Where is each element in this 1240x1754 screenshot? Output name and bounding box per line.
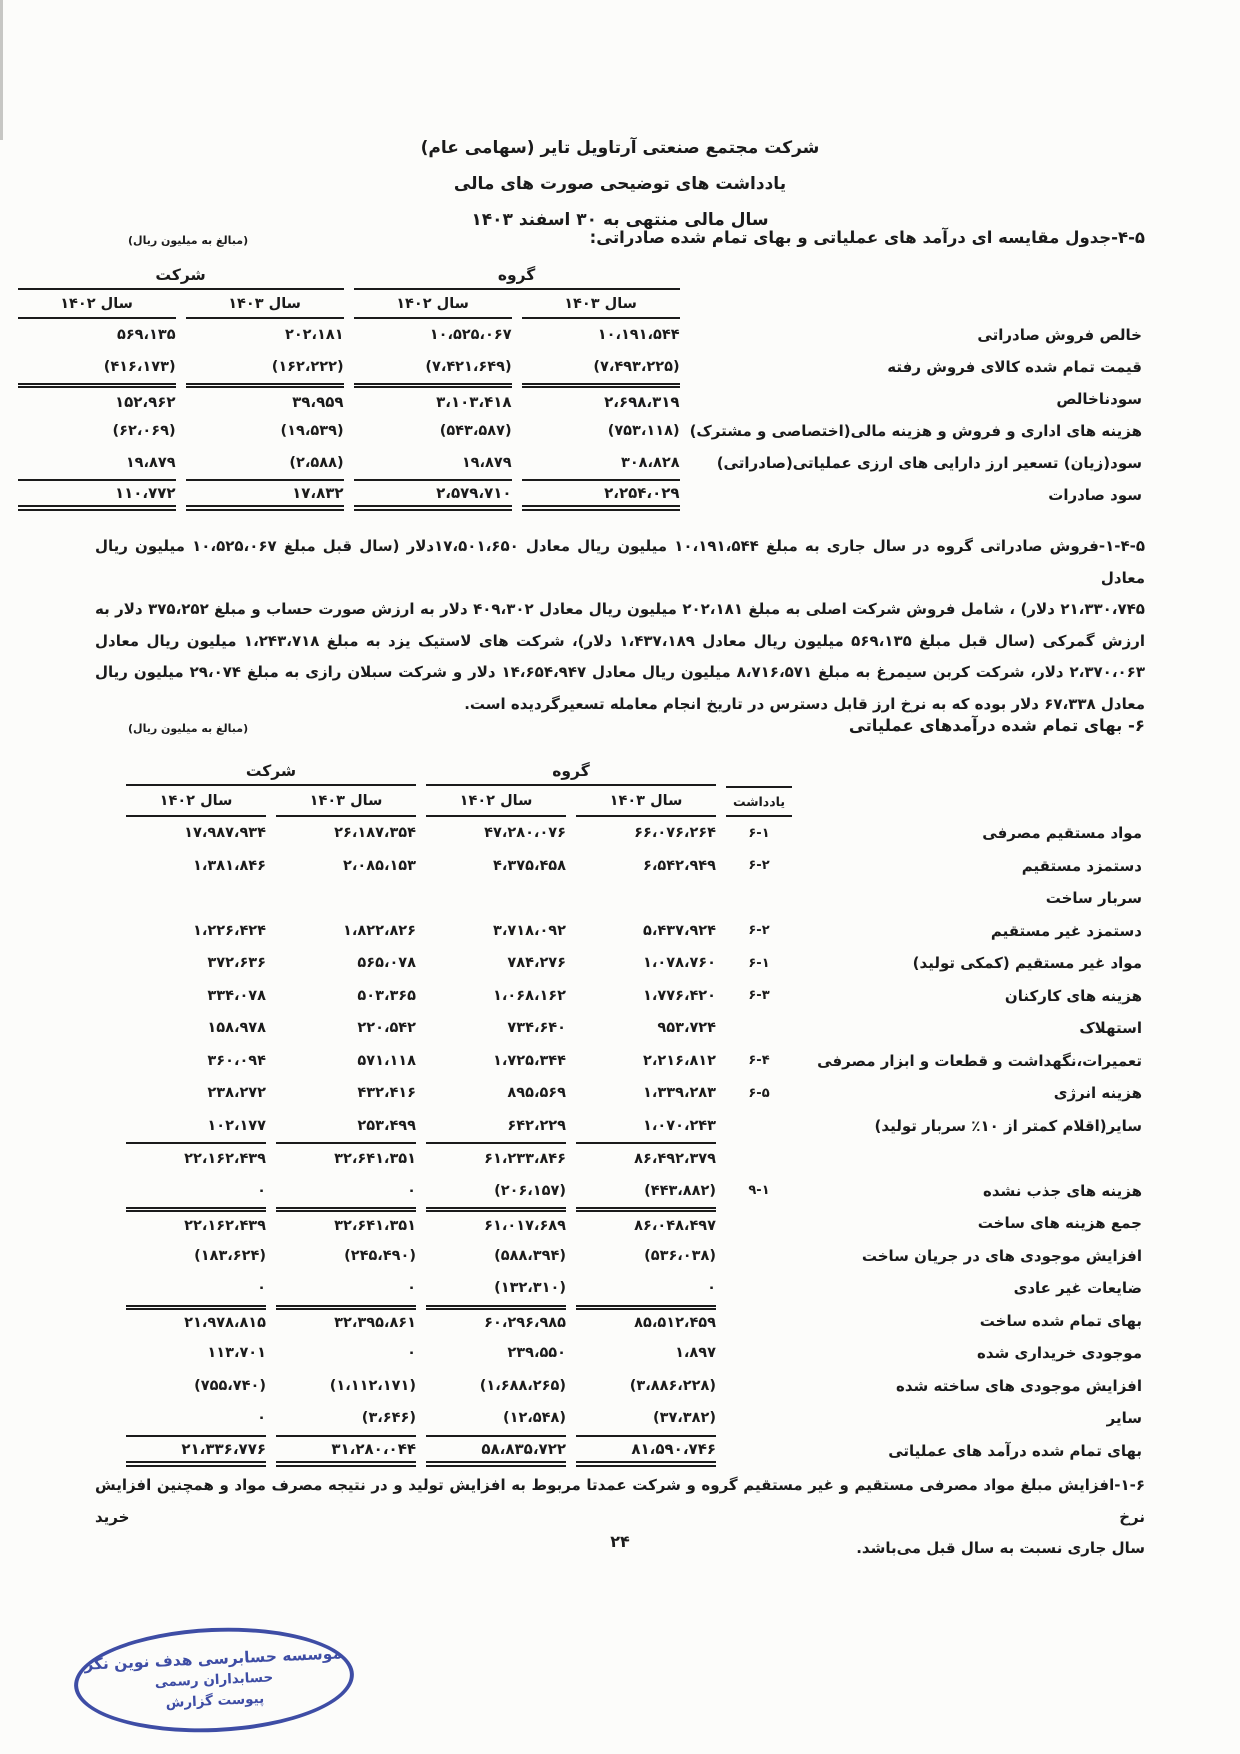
- value-cell: ۵۶۹،۱۳۵: [116, 327, 176, 343]
- value-cell: ۵۸،۸۳۵،۷۲۲: [426, 1435, 566, 1468]
- row-label: افزایش موجودی های ساخته شده: [896, 1376, 1142, 1395]
- row-label: بهای تمام شده درآمد های عملیاتی: [888, 1441, 1142, 1460]
- year-header-company-1403: سال ۱۴۰۳: [186, 290, 344, 319]
- value-cell: (۵۳۶،۰۳۸): [644, 1247, 716, 1264]
- value-cell: ۶۴۲،۲۲۹: [507, 1117, 566, 1134]
- fiscal-period: سال مالی منتهی به ۳۰ اسفند ۱۴۰۳: [471, 210, 769, 230]
- table-row: [18, 319, 1142, 351]
- value-cell: ۳۲،۶۴۱،۳۵۱: [276, 1207, 416, 1240]
- report-subtitle: یادداشت های توضیحی صورت های مالی: [453, 174, 787, 194]
- row-label: موجودی خریداری شده: [976, 1344, 1142, 1363]
- unit-note-6: (مبالغ به میلیون ریال): [128, 722, 249, 735]
- table-row: [126, 1337, 1142, 1370]
- row-label: سود(زیان) تسعیر ارز دارایی های ارزی عملیاتی(صادراتی): [716, 454, 1142, 472]
- value-cell: (۴۴۳،۸۸۲): [644, 1182, 716, 1199]
- row-label: هزینه های جذب نشده: [983, 1181, 1142, 1200]
- value-cell: ۱،۸۹۷: [675, 1345, 716, 1362]
- row-label: مواد مستقیم مصرفی: [982, 824, 1142, 843]
- note-ref: [726, 1012, 792, 1045]
- value-cell: (۳۷،۳۸۲): [652, 1410, 716, 1427]
- note-ref: [726, 1435, 792, 1468]
- spacer-cell: [726, 758, 792, 786]
- row-label: دستمزد غیر مستقیم: [990, 921, 1142, 940]
- value-cell: ۲۲۰،۵۴۲: [357, 1020, 416, 1037]
- spacer-cell: [690, 262, 1142, 319]
- value-cell: (۳،۶۴۶): [361, 1410, 416, 1427]
- table-row: [126, 850, 1142, 883]
- value-cell: ۸۶،۰۴۸،۴۹۷: [576, 1207, 716, 1240]
- year-header-group-1403: سال ۱۴۰۳: [522, 290, 680, 319]
- note-ref: [726, 1337, 792, 1370]
- value-cell: ۱،۷۲۵،۳۴۴: [493, 1052, 566, 1069]
- value-cell: ۱۰،۱۹۱،۵۴۴: [597, 327, 680, 343]
- value-cell: ۲۲،۱۶۲،۴۳۹: [126, 1207, 266, 1240]
- table-row: [126, 1402, 1142, 1435]
- stamp-note: پیوست گزارش: [165, 1690, 265, 1712]
- value-cell: [576, 882, 716, 915]
- value-cell: (۱،۶۸۸،۲۶۵): [479, 1377, 566, 1394]
- note-ref: [726, 882, 792, 915]
- value-cell: ۰: [707, 1280, 716, 1297]
- value-cell: (۵۴۳،۵۸۷): [439, 423, 512, 439]
- value-cell: (۱۲،۵۴۸): [502, 1410, 566, 1427]
- table-row: [126, 947, 1142, 980]
- row-label: سودناخالص: [1056, 390, 1142, 408]
- value-cell: (۷۵۵،۷۴۰): [194, 1377, 266, 1394]
- note-ref: [726, 1370, 792, 1403]
- export-comparison-table-wrapper: [8, 262, 1152, 511]
- value-cell: ۸۵،۵۱۲،۴۵۹: [576, 1305, 716, 1338]
- note-451-line: ارزش گمرکی (سال قبل مبلغ ۵۶۹،۱۳۵ میلیون ریال معادل ۱،۴۳۷،۱۸۹ دلار)، شرکت های لاستیک یزد به مبلغ ۱،۲۴۳،۷۱۸ میلیون ریال معادل: [95, 631, 1145, 650]
- table-row: [18, 447, 1142, 479]
- group-column-header: گروه: [426, 758, 716, 786]
- value-cell: ۰: [407, 1182, 416, 1199]
- table-group-header-row: [18, 262, 1142, 290]
- note-61-line: ۱-۶-افزایش مبلغ مواد مصرفی مستقیم و غیر مستقیم گروه و شرکت عمدتا مربوط به افزایش تولید و در نتیجه مصرف مواد و همچنین افزایش نرخ خرید: [95, 1476, 1145, 1526]
- value-cell: ۳،۱۰۳،۴۱۸: [354, 383, 512, 415]
- value-cell: ۲۵۳،۴۹۹: [357, 1117, 416, 1134]
- row-label: هزینه های اداری و فروش و هزینه مالی(اختصاصی و مشترک): [689, 422, 1142, 440]
- stamp-subtitle: حسابداران رسمی: [154, 1669, 274, 1691]
- value-cell: ۱،۰۷۰،۲۴۳: [643, 1117, 716, 1134]
- value-cell: ۰: [257, 1410, 266, 1427]
- spacer-cell: [802, 758, 1142, 817]
- note-ref: [726, 1305, 792, 1338]
- note-ref: ۶-۵: [748, 1085, 770, 1101]
- value-cell: (۱۸۳،۶۲۴): [194, 1247, 266, 1264]
- value-cell: [426, 882, 566, 915]
- value-cell: (۲،۵۸۸): [289, 455, 344, 471]
- value-cell: (۱۹،۵۳۹): [280, 423, 344, 439]
- note-451-paragraph: [95, 531, 1145, 720]
- note-61-line: سال جاری نسبت به سال قبل می‌باشد.: [856, 1539, 1145, 1557]
- page-number: ۲۴: [610, 1532, 630, 1551]
- row-label: تعمیرات،نگهداشت و قطعات و ابزار مصرفی: [817, 1051, 1142, 1070]
- value-cell: ۱۰۲،۱۷۷: [207, 1117, 266, 1134]
- table-row: [126, 1012, 1142, 1045]
- value-cell: ۲۰۲،۱۸۱: [284, 327, 344, 343]
- value-cell: ۳۲،۳۹۵،۸۶۱: [276, 1305, 416, 1338]
- value-cell: ۳۷۲،۶۳۶: [207, 955, 266, 972]
- year-header-group-1402: سال ۱۴۰۲: [354, 290, 512, 319]
- table-row: [126, 817, 1142, 850]
- value-cell: ۳۳۴،۰۷۸: [207, 987, 266, 1004]
- value-cell: ۱،۳۸۱،۸۴۶: [193, 857, 266, 874]
- row-label: مواد غیر مستقیم (کمکی تولید): [912, 954, 1142, 973]
- section-6-title: ۶- بهای تمام شده درآمدهای عملیاتی: [848, 716, 1145, 735]
- row-label: [802, 1142, 1142, 1175]
- value-cell: (۵۸۸،۳۹۴): [494, 1247, 566, 1264]
- note-ref: ۶-۲: [748, 858, 770, 874]
- value-cell: ۳۲،۶۴۱،۳۵۱: [276, 1142, 416, 1175]
- value-cell: ۱۰،۵۲۵،۰۶۷: [429, 327, 512, 343]
- table-row-cost-of-production: [126, 1305, 1142, 1338]
- value-cell: (۳،۸۸۶،۲۲۸): [629, 1377, 716, 1394]
- cost-of-revenue-table-wrapper: [116, 758, 1152, 1467]
- note-ref: [726, 1110, 792, 1143]
- value-cell: ۱،۳۳۹،۲۸۳: [643, 1085, 716, 1102]
- note-ref: [726, 1207, 792, 1240]
- table-row: [126, 1240, 1142, 1273]
- value-cell: ۲،۲۵۴،۰۲۹: [522, 479, 680, 511]
- value-cell: ۴۳۲،۴۱۶: [357, 1085, 416, 1102]
- value-cell: ۲،۶۹۸،۳۱۹: [522, 383, 680, 415]
- value-cell: ۳۱،۲۸۰،۰۴۴: [276, 1435, 416, 1468]
- value-cell: (۷،۴۹۳،۲۲۵): [593, 359, 680, 375]
- value-cell: ۹۵۳،۷۲۴: [657, 1020, 716, 1037]
- scan-edge-artifact: [0, 0, 3, 140]
- value-cell: (۶۲،۰۶۹): [112, 423, 176, 439]
- note-ref: ۶-۳: [748, 988, 770, 1004]
- value-cell: ۵،۴۳۷،۹۲۴: [643, 922, 716, 939]
- group-column-header: گروه: [354, 262, 680, 290]
- note-column-header: یادداشت: [726, 786, 792, 817]
- value-cell: (۷،۴۲۱،۶۴۹): [425, 359, 512, 375]
- table-row: [126, 1045, 1142, 1078]
- company-name: شرکت مجتمع صنعتی آرتاویل تایر (سهامی عام): [420, 138, 820, 158]
- value-cell: ۲۳۸،۲۷۲: [207, 1085, 266, 1102]
- value-cell: ۶۱،۰۱۷،۶۸۹: [426, 1207, 566, 1240]
- section-45-title: ۴-۵-جدول مقایسه ای درآمد های عملیاتی و بهای تمام شده صادراتی:: [589, 228, 1145, 247]
- value-cell: ۴،۳۷۵،۴۵۸: [493, 857, 566, 874]
- value-cell: ۷۸۴،۲۷۶: [507, 955, 566, 972]
- value-cell: ۶،۵۴۲،۹۴۹: [643, 857, 716, 874]
- value-cell: (۴۱۶،۱۷۳): [103, 359, 176, 375]
- value-cell: ۲۱،۳۳۶،۷۷۶: [126, 1435, 266, 1468]
- value-cell: ۵۰۳،۳۶۵: [357, 987, 416, 1004]
- document-header: [0, 130, 1240, 238]
- value-cell: ۳۹،۹۵۹: [186, 383, 344, 415]
- row-label: قیمت تمام شده کالای فروش رفته: [887, 358, 1142, 376]
- value-cell: ۱۵۸،۹۷۸: [207, 1020, 266, 1037]
- value-cell: ۱،۲۲۶،۴۲۴: [193, 922, 266, 939]
- section-6-title-row: [128, 716, 1145, 735]
- value-cell: [126, 882, 266, 915]
- row-label: ضایعات غیر عادی: [1013, 1279, 1142, 1298]
- table-row: [18, 351, 1142, 383]
- row-label: افزایش موجودی های در جریان ساخت: [861, 1246, 1142, 1265]
- row-label: سربار ساخت: [1045, 889, 1142, 908]
- export-comparison-table: [8, 262, 1152, 511]
- value-cell: (۱،۱۱۲،۱۷۱): [329, 1377, 416, 1394]
- value-cell: ۸۱،۵۹۰،۷۴۶: [576, 1435, 716, 1468]
- note-ref: [726, 1272, 792, 1305]
- row-label: جمع هزینه های ساخت: [977, 1214, 1142, 1233]
- value-cell: ۱۱۰،۷۷۲: [18, 479, 176, 511]
- note-451-line: ۲،۳۷۰،۰۶۳ دلار، شرکت کربن سیمرغ به مبلغ ۸،۷۱۶،۵۷۱ میلیون ریال معادل ۱۴،۶۵۴،۹۴۷ دلار و شرکت سبلان رازی به مبلغ ۲۹،۰۷۴ میلیون ریال: [95, 663, 1145, 681]
- note-ref: ۹-۱: [748, 1183, 770, 1199]
- note-451-line: ۲۱،۳۳۰،۷۴۵ دلار) ، شامل فروش شرکت اصلی به مبلغ ۲۰۲،۱۸۱ میلیون ریال معادل ۴۰۹،۳۰۲ دلار به ارزش صورت حساب و مبلغ ۳۷۵،۲۵۲ دلار به: [95, 600, 1145, 618]
- value-cell: ۲۱،۹۷۸،۸۱۵: [126, 1305, 266, 1338]
- table-row: [126, 1175, 1142, 1208]
- table-row: [126, 1077, 1142, 1110]
- auditor-stamp: [72, 1622, 356, 1738]
- value-cell: ۰: [407, 1280, 416, 1297]
- note-ref: ۶-۲: [748, 923, 770, 939]
- value-cell: ۶۱،۲۳۳،۸۴۶: [426, 1142, 566, 1175]
- value-cell: ۷۳۴،۶۴۰: [507, 1020, 566, 1037]
- year-header-group-1402: سال ۱۴۰۲: [426, 786, 566, 817]
- stamp-firm-name: موسسه حسابرسی هدف نوین نگر: [83, 1644, 343, 1674]
- value-cell: ۴۷،۲۸۰،۰۷۶: [484, 825, 566, 842]
- value-cell: ۱،۸۲۲،۸۲۶: [343, 922, 416, 939]
- value-cell: ۲۳۹،۵۵۰: [507, 1345, 566, 1362]
- cost-of-revenue-table: [116, 758, 1152, 1467]
- value-cell: ۳،۷۱۸،۰۹۲: [493, 922, 566, 939]
- value-cell: ۲۲،۱۶۲،۴۳۹: [126, 1142, 266, 1175]
- value-cell: ۱۱۳،۷۰۱: [207, 1345, 266, 1362]
- section-45-title-row: [128, 228, 1145, 247]
- note-ref: ۶-۱: [748, 825, 770, 841]
- value-cell: ۱۹،۸۷۹: [461, 455, 512, 471]
- row-label: هزینه های کارکنان: [1004, 986, 1142, 1005]
- row-label: استهلاک: [1079, 1019, 1142, 1038]
- value-cell: ۱۷،۹۸۷،۹۳۴: [184, 825, 266, 842]
- value-cell: ۰: [257, 1182, 266, 1199]
- table-group-header-row: [126, 758, 1142, 786]
- value-cell: (۱۳۲،۳۱۰): [494, 1280, 566, 1297]
- value-cell: ۲،۰۸۵،۱۵۳: [343, 857, 416, 874]
- value-cell: (۷۵۳،۱۱۸): [607, 423, 680, 439]
- value-cell: [276, 882, 416, 915]
- value-cell: (۲۰۶،۱۵۷): [494, 1182, 566, 1199]
- company-column-header: شرکت: [126, 758, 416, 786]
- table-row-subheader: [126, 882, 1142, 915]
- table-row-total-manufacturing: [126, 1207, 1142, 1240]
- value-cell: ۱۹،۸۷۹: [125, 455, 176, 471]
- row-label: بهای تمام شده ساخت: [979, 1311, 1142, 1330]
- row-label: سایر(اقلام کمتر از ۱۰٪ سربار تولید): [874, 1116, 1142, 1135]
- value-cell: ۱،۰۷۸،۷۶۰: [643, 955, 716, 972]
- note-ref: [726, 1142, 792, 1175]
- value-cell: ۱۵۲،۹۶۲: [18, 383, 176, 415]
- value-cell: ۶۶،۰۷۶،۲۶۴: [634, 825, 716, 842]
- table-row: [126, 915, 1142, 948]
- note-451-line: معادل ۶۷،۳۳۸ دلار بوده که به نرخ ارز قابل دسترس در تاریخ انجام معامله تسعیرگردیده است.: [464, 694, 1145, 713]
- value-cell: ۸۶،۴۹۲،۳۷۹: [576, 1142, 716, 1175]
- table-row: [126, 980, 1142, 1013]
- value-cell: (۲۴۵،۴۹۰): [344, 1247, 416, 1264]
- table-row-overhead-subtotal: [126, 1142, 1142, 1175]
- table-row-gross-profit: [18, 383, 1142, 415]
- value-cell: ۸۹۵،۵۶۹: [507, 1085, 566, 1102]
- row-label: سایر: [1106, 1409, 1142, 1428]
- table-row: [126, 1370, 1142, 1403]
- value-cell: ۳۰۸،۸۲۸: [620, 455, 680, 471]
- year-header-company-1402: سال ۱۴۰۲: [126, 786, 266, 817]
- value-cell: ۵۷۱،۱۱۸: [357, 1052, 416, 1069]
- value-cell: ۶۰،۲۹۶،۹۸۵: [426, 1305, 566, 1338]
- row-label: خالص فروش صادراتی: [977, 326, 1142, 344]
- year-header-company-1403: سال ۱۴۰۳: [276, 786, 416, 817]
- row-label: دستمزد مستقیم: [1021, 856, 1142, 875]
- value-cell: ۵۶۵،۰۷۸: [357, 955, 416, 972]
- unit-note-45: (مبالغ به میلیون ریال): [128, 234, 249, 247]
- value-cell: ۱،۰۶۸،۱۶۲: [493, 987, 566, 1004]
- table-row: [126, 1110, 1142, 1143]
- table-row: [18, 415, 1142, 447]
- table-row-grand-total: [126, 1435, 1142, 1468]
- value-cell: ۲۶،۱۸۷،۳۵۴: [334, 825, 416, 842]
- table-row-export-profit-total: [18, 479, 1142, 511]
- value-cell: ۱،۷۷۶،۴۲۰: [643, 987, 716, 1004]
- value-cell: (۱۶۲،۲۲۲): [271, 359, 344, 375]
- note-ref: [726, 1402, 792, 1435]
- value-cell: ۱۷،۸۳۲: [186, 479, 344, 511]
- value-cell: ۰: [257, 1280, 266, 1297]
- year-header-company-1402: سال ۱۴۰۲: [18, 290, 176, 319]
- note-ref: ۶-۴: [748, 1053, 770, 1069]
- company-column-header: شرکت: [18, 262, 344, 290]
- value-cell: ۳۶۰،۰۹۴: [207, 1052, 266, 1069]
- note-ref: ۶-۱: [748, 955, 770, 971]
- year-header-group-1403: سال ۱۴۰۳: [576, 786, 716, 817]
- note-451-line: ۱-۴-۵-فروش صادراتی گروه در سال جاری به مبلغ ۱۰،۱۹۱،۵۴۴ میلیون ریال معادل ۱۷،۵۰۱،۶۵۰دلار (سال قبل مبلغ ۱۰،۵۲۵،۰۶۷ میلیون ریال معادل: [95, 537, 1145, 587]
- value-cell: ۰: [407, 1345, 416, 1362]
- row-label: سود صادرات: [1048, 486, 1142, 504]
- table-row: [126, 1272, 1142, 1305]
- note-ref: [726, 1240, 792, 1273]
- value-cell: ۲،۲۱۶،۸۱۲: [643, 1052, 716, 1069]
- value-cell: ۲،۵۷۹،۷۱۰: [354, 479, 512, 511]
- row-label: هزینه انرژی: [1053, 1084, 1142, 1103]
